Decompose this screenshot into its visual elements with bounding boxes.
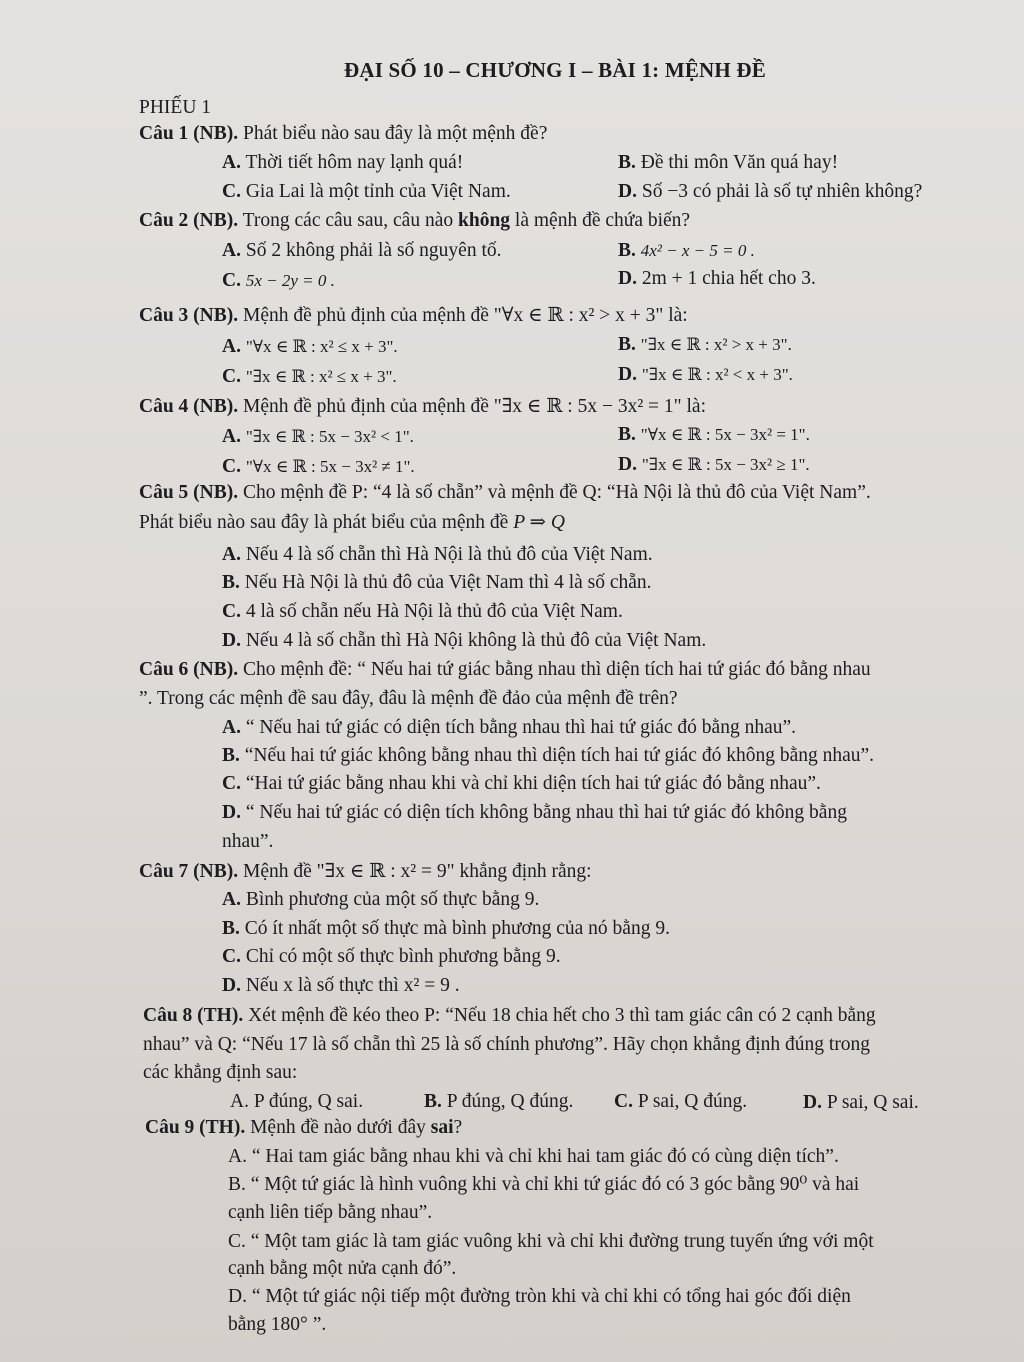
q9-option-b: B. “ Một tứ giác là hình vuông khi và chỉ khi tứ giác đó có 3 góc bằng 90⁰ và hai [228,1174,860,1195]
q8-option-b: B. P đúng, Q đúng. [424,1091,574,1112]
question-4: Câu 4 (NB). Mệnh đề phủ định của mệnh đề "∃x ∈ ℝ : 5x − 3x² = 1" là: [139,396,707,417]
page-title: ĐẠI SỐ 10 – CHƯƠNG I – BÀI 1: MỆNH ĐỀ [344,58,766,82]
question-5: Câu 5 (NB). Cho mệnh đề P: “4 là số chẵn” và mệnh đề Q: “Hà Nội là thủ đô của Việt Nam”. [139,482,871,503]
q2-option-d: D. 2m + 1 chia hết cho 3. [618,268,816,289]
question-6: Câu 6 (NB). Cho mệnh đề: “ Nếu hai tứ giác bằng nhau thì diện tích hai tứ giác đó bằng nhau [139,659,871,680]
q6-option-d-cont: nhau”. [222,831,274,852]
q9-option-d: D. “ Một tứ giác nội tiếp một đường tròn khi và chỉ khi có tổng hai góc đối diện [228,1286,851,1307]
q8-option-d: D. P sai, Q sai. [803,1092,919,1113]
q3-option-d: D. "∃x ∈ ℝ : x² < x + 3". [618,364,793,385]
q6-option-c: C. “Hai tứ giác bằng nhau khi và chỉ khi diện tích hai tứ giác đó bằng nhau”. [222,773,821,794]
q3-option-a: A. "∀x ∈ ℝ : x² ≤ x + 3". [222,336,398,357]
question-5-line-2: Phát biểu nào sau đây là phát biểu của mệnh đề P ⇒ Q [139,512,565,533]
q9-option-c: C. “ Một tam giác là tam giác vuông khi và chỉ khi đường trung tuyến ứng với một [228,1231,874,1252]
q9-option-d-cont: bằng 180° ”. [228,1314,327,1335]
q2-option-c: C. 5x − 2y = 0 . [222,270,335,291]
q7-option-d: D. Nếu x là số thực thì x² = 9 . [222,975,460,996]
q5-option-c: C. 4 là số chẵn nếu Hà Nội là thủ đô của Việt Nam. [222,601,623,622]
q1-option-a: A. Thời tiết hôm nay lạnh quá! [222,152,464,173]
q6-option-d: D. “ Nếu hai tứ giác có diện tích không bằng nhau thì hai tứ giác đó không bằng [222,802,847,823]
q5-option-b: B. Nếu Hà Nội là thủ đô của Việt Nam thì 4 là số chẵn. [222,572,652,593]
q8-option-c: C. P sai, Q đúng. [614,1091,748,1112]
q4-option-a: A. "∃x ∈ ℝ : 5x − 3x² < 1". [222,426,414,447]
question-8-line-2: nhau” và Q: “Nếu 17 là số chẵn thì 25 là số chính phương”. Hãy chọn khẳng định đúng trong [143,1034,871,1055]
q9-option-c-cont: cạnh bằng một nửa cạnh đó”. [228,1258,457,1279]
question-6-line-2: ”. Trong các mệnh đề sau đây, đâu là mệnh đề đảo của mệnh đề trên? [139,688,678,709]
q8-option-a: A. P đúng, Q sai. [230,1091,364,1112]
question-8-line-3: các khẳng định sau: [143,1062,298,1083]
q4-option-b: B. "∀x ∈ ℝ : 5x − 3x² = 1". [618,424,810,445]
sheet-label: PHIẾU 1 [139,97,212,118]
q2-option-a: A. Số 2 không phải là số nguyên tố. [222,240,502,261]
question-7: Câu 7 (NB). Mệnh đề "∃x ∈ ℝ : x² = 9" khẳng định rằng: [139,861,592,882]
q3-option-b: B. "∃x ∈ ℝ : x² > x + 3". [618,334,792,355]
q3-option-c: C. "∃x ∈ ℝ : x² ≤ x + 3". [222,366,397,387]
q1-option-d: D. Số −3 có phải là số tự nhiên không? [618,181,923,202]
q4-option-d: D. "∃x ∈ ℝ : 5x − 3x² ≥ 1". [618,454,810,475]
q6-option-a: A. “ Nếu hai tứ giác có diện tích bằng nhau thì hai tứ giác đó bằng nhau”. [222,717,797,738]
question-3: Câu 3 (NB). Mệnh đề phủ định của mệnh đề "∀x ∈ ℝ : x² > x + 3" là: [139,305,688,326]
question-9: Câu 9 (TH). Mệnh đề nào dưới đây sai? [145,1117,463,1138]
q4-option-c: C. "∀x ∈ ℝ : 5x − 3x² ≠ 1". [222,456,415,477]
q7-option-a: A. Bình phương của một số thực bằng 9. [222,889,540,910]
question-8: Câu 8 (TH). Xét mệnh đề kéo theo P: “Nếu 18 chia hết cho 3 thì tam giác cân có 2 cạnh bằng [143,1005,876,1026]
q5-option-a: A. Nếu 4 là số chẵn thì Hà Nội là thủ đô của Việt Nam. [222,544,653,565]
q5-option-d: D. Nếu 4 là số chẵn thì Hà Nội không là thủ đô của Việt Nam. [222,630,707,651]
q2-option-b: B. 4x² − x − 5 = 0 . [618,240,755,261]
question-1: Câu 1 (NB). Phát biểu nào sau đây là một mệnh đề? [139,123,548,144]
q1-option-b: B. Đề thi môn Văn quá hay! [618,152,839,173]
q1-option-c: C. Gia Lai là một tỉnh của Việt Nam. [222,181,511,202]
q9-option-a: A. “ Hai tam giác bằng nhau khi và chỉ khi hai tam giác đó có cùng diện tích”. [228,1146,839,1167]
question-2: Câu 2 (NB). Trong các câu sau, câu nào không là mệnh đề chứa biến? [139,210,691,231]
q9-option-b-cont: cạnh liên tiếp bằng nhau”. [228,1202,433,1223]
q7-option-c: C. Chỉ có một số thực bình phương bằng 9. [222,946,561,967]
q7-option-b: B. Có ít nhất một số thực mà bình phương của nó bằng 9. [222,918,670,939]
q6-option-b: B. “Nếu hai tứ giác không bằng nhau thì diện tích hai tứ giác đó không bằng nhau”. [222,745,875,766]
